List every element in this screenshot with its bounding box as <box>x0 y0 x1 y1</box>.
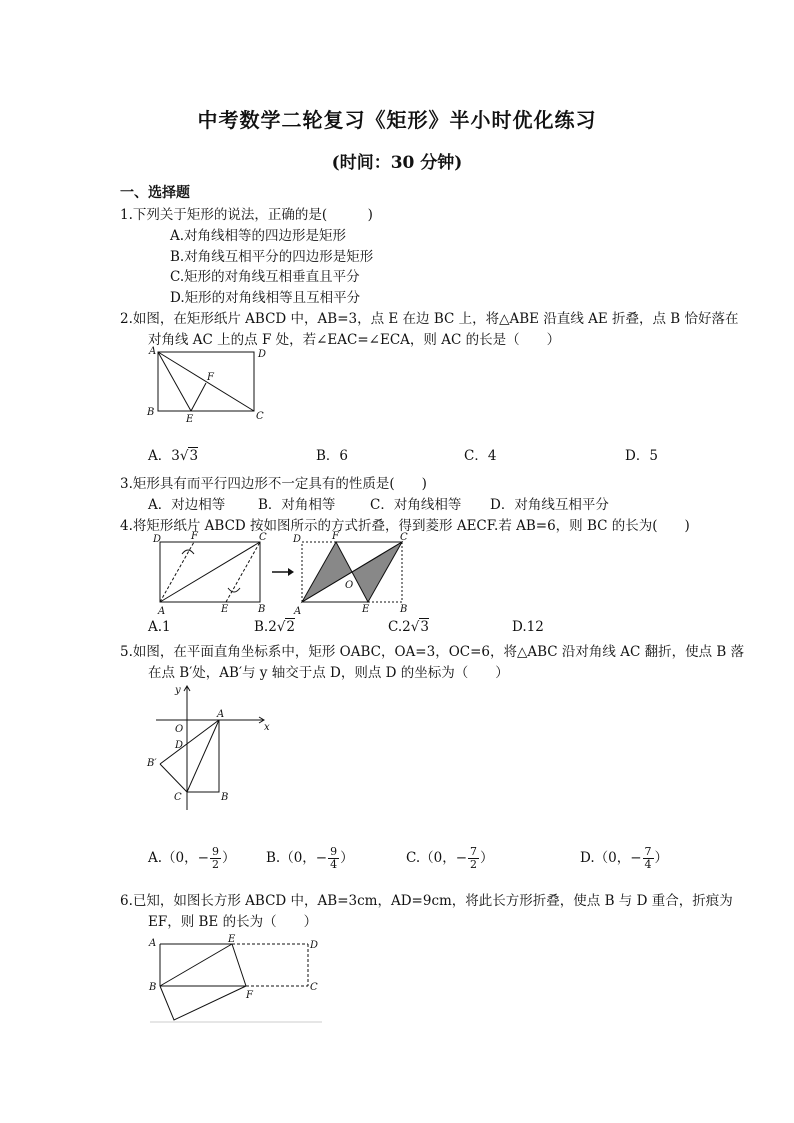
q4-label-b-right: B <box>400 604 408 615</box>
q4-option-a[interactable]: A.1 <box>148 619 171 635</box>
q2-option-c[interactable]: C．4 <box>464 448 497 464</box>
q5-option-d-den: 4 <box>644 858 652 871</box>
q3-option-a[interactable]: A．对边相等 <box>148 497 226 513</box>
q5-option-b-fraction <box>328 846 339 871</box>
q5-option-b-den: 4 <box>330 858 338 871</box>
q4-fold-af <box>160 542 194 602</box>
q5-option-d-prefix: D.（0，− <box>580 850 642 866</box>
q5-option-b-num: 9 <box>330 845 338 858</box>
q6-label-d: D <box>310 940 319 951</box>
q4-option-b[interactable]: B.2√2 <box>254 619 296 635</box>
q5-segment-b-prime-c <box>160 764 187 792</box>
q4-label-c-right: C <box>400 532 408 543</box>
q5-option-b-prefix: B.（0，− <box>266 850 328 866</box>
q1-option-a[interactable]: A.对角线相等的四边形是矩形 <box>170 228 347 244</box>
q5-option-a-num: 9 <box>211 845 219 858</box>
q2-option-b[interactable]: B．6 <box>316 448 349 464</box>
q2-label-c: C <box>256 411 264 422</box>
q5-label-a: A <box>217 709 225 720</box>
q6-label-b: B <box>149 982 157 993</box>
q2-label-d: D <box>258 349 266 360</box>
q5-label-x: x <box>264 722 270 733</box>
q2-fold-ae <box>158 352 191 411</box>
q5-diagonal-ac <box>187 720 219 792</box>
q6-label-f: F <box>246 990 253 1001</box>
q5-option-c-prefix: C.（0，− <box>406 850 468 866</box>
q5-label-b: B <box>221 792 229 803</box>
q5-label-o: O <box>175 724 184 735</box>
q5-option-b[interactable] <box>266 846 354 871</box>
q4-figure <box>148 530 418 616</box>
q5-option-c[interactable] <box>406 846 494 871</box>
q2-option-a-radicand: 3 <box>189 448 199 464</box>
q4-arrowhead-icon <box>288 568 294 576</box>
q2-label-f: F <box>207 372 214 383</box>
q2-option-a[interactable]: A．3√3 <box>148 448 199 464</box>
q1-option-d[interactable]: D.矩形的对角线相等且互相平分 <box>170 290 361 306</box>
q2-diagonal-ac <box>158 352 254 411</box>
q6-stem-line2: EF，则 BE 的长为（ ） <box>148 914 318 930</box>
q4-label-e-right: E <box>362 604 370 615</box>
q4-label-b: B <box>258 604 266 615</box>
q4-option-b-coef: 2 <box>268 619 277 635</box>
q5-option-d[interactable] <box>580 846 668 871</box>
q4-stem: 4.将矩形纸片 ABCD 按如图所示的方式折叠，得到菱形 AECF.若 AB=6，则 BC 的长为( ) <box>120 518 690 534</box>
time-limit: (时间：30 分钟) <box>331 153 463 173</box>
page-title: 中考数学二轮复习《矩形》半小时优化练习 <box>197 108 597 132</box>
q1-option-b[interactable]: B.对角线互相平分的四边形是矩形 <box>170 249 374 265</box>
q4-label-f: F <box>191 531 198 542</box>
q4-label-c: C <box>259 532 267 543</box>
q5-option-d-fraction <box>643 846 654 871</box>
q5-option-a-den: 2 <box>211 858 219 871</box>
q5-option-a-suffix: ） <box>221 850 236 866</box>
q5-option-c-suffix: ） <box>480 850 494 866</box>
q4-option-d[interactable]: D.12 <box>512 619 544 635</box>
q4-option-b-radicand: 2 <box>286 619 296 635</box>
q2-stem-line2: 对角线 AC 上的点 F 处，若∠EAC=∠ECA，则 AC 的长是（ ） <box>148 332 561 348</box>
q2-segment-ef <box>191 383 206 411</box>
q2-label-e: E <box>186 414 194 422</box>
q5-label-y: y <box>175 685 181 696</box>
q6-label-a: A <box>149 938 157 949</box>
q1-stem: 1.下列关于矩形的说法，正确的是( ) <box>120 207 373 223</box>
q5-label-d: D <box>175 740 184 751</box>
q4-label-f-right: F <box>332 531 339 542</box>
q5-option-c-den: 2 <box>470 858 478 871</box>
q5-segment-ab-prime <box>160 720 219 764</box>
q6-folded-flap <box>160 986 246 1020</box>
q4-label-e: E <box>221 604 229 615</box>
q4-label-a-right: A <box>294 606 302 616</box>
q3-option-d[interactable]: D．对角线互相平分 <box>490 497 609 513</box>
q6-label-c: C <box>310 982 318 993</box>
q3-option-b[interactable]: B．对角相等 <box>258 497 336 513</box>
q2-option-d[interactable]: D．5 <box>625 448 658 464</box>
q5-option-d-suffix: ） <box>654 850 669 866</box>
q4-option-c-prefix: C. <box>388 619 403 635</box>
q4-diagonal-ac <box>160 542 260 602</box>
q4-label-d: D <box>153 534 162 545</box>
q5-label-b-prime: B′ <box>147 758 157 769</box>
q5-option-a-fraction <box>210 846 221 871</box>
q2-option-a-coef: 3 <box>171 448 180 464</box>
q4-diagonal-ac-right <box>302 542 402 602</box>
q4-shaded-right <box>352 542 402 602</box>
q2-figure <box>146 344 266 422</box>
q4-option-c-radicand: 3 <box>420 619 429 635</box>
q4-label-o: O <box>345 580 354 591</box>
q1-option-c[interactable]: C.矩形的对角线互相垂直且平分 <box>170 269 360 285</box>
q5-option-b-suffix: ） <box>340 850 354 866</box>
q5-option-a-prefix: A.（0，− <box>148 850 209 866</box>
q4-label-d-right: D <box>293 534 302 545</box>
q5-option-a[interactable] <box>148 846 235 871</box>
q5-option-c-num: 7 <box>470 845 478 858</box>
q6-label-e: E <box>228 934 236 945</box>
q5-figure <box>142 682 276 812</box>
q6-stem-line1: 6.已知，如图长方形 ABCD 中，AB=3cm，AD=9cm，将此长方形折叠，使点 B 与 D 重合，折痕为 <box>120 893 733 909</box>
q5-stem-line2: 在点 B′处，AB′与 y 轴交于点 D，则点 D 的坐标为（ ） <box>148 665 509 681</box>
q2-stem-line1: 2.如图，在矩形纸片 ABCD 中，AB=3，点 E 在边 BC 上，将△ABE 沿直线 AE 折叠，点 B 恰好落在 <box>120 311 739 327</box>
q6-segment-be <box>160 944 232 986</box>
q4-fold-ec <box>226 542 260 602</box>
q3-stem: 3.矩形具有而平行四边形不一定具有的性质是( ) <box>120 476 427 492</box>
q5-option-c-fraction <box>468 846 479 871</box>
section-heading: 一、选择题 <box>120 185 190 201</box>
q5-stem-line1: 5.如图，在平面直角坐标系中，矩形 OABC，OA=3，OC=6，将△ABC 沿对角线 AC 翻折，使点 B 落 <box>120 644 745 660</box>
q4-shaded-left <box>302 542 352 602</box>
q4-label-a: A <box>158 606 166 616</box>
q5-option-d-num: 7 <box>644 845 652 858</box>
q5-label-c: C <box>174 792 182 803</box>
q3-option-c[interactable]: C．对角线相等 <box>370 497 462 513</box>
q4-option-c-coef: 2 <box>402 619 411 635</box>
q6-fold-ef <box>232 944 246 986</box>
q4-option-b-prefix: B. <box>254 619 269 635</box>
q4-option-c[interactable]: C.2√3 <box>388 619 429 635</box>
q2-label-a: A <box>149 346 157 357</box>
q2-option-a-prefix: A． <box>148 448 172 464</box>
q2-label-b: B <box>147 407 155 418</box>
q6-figure <box>144 930 334 1025</box>
